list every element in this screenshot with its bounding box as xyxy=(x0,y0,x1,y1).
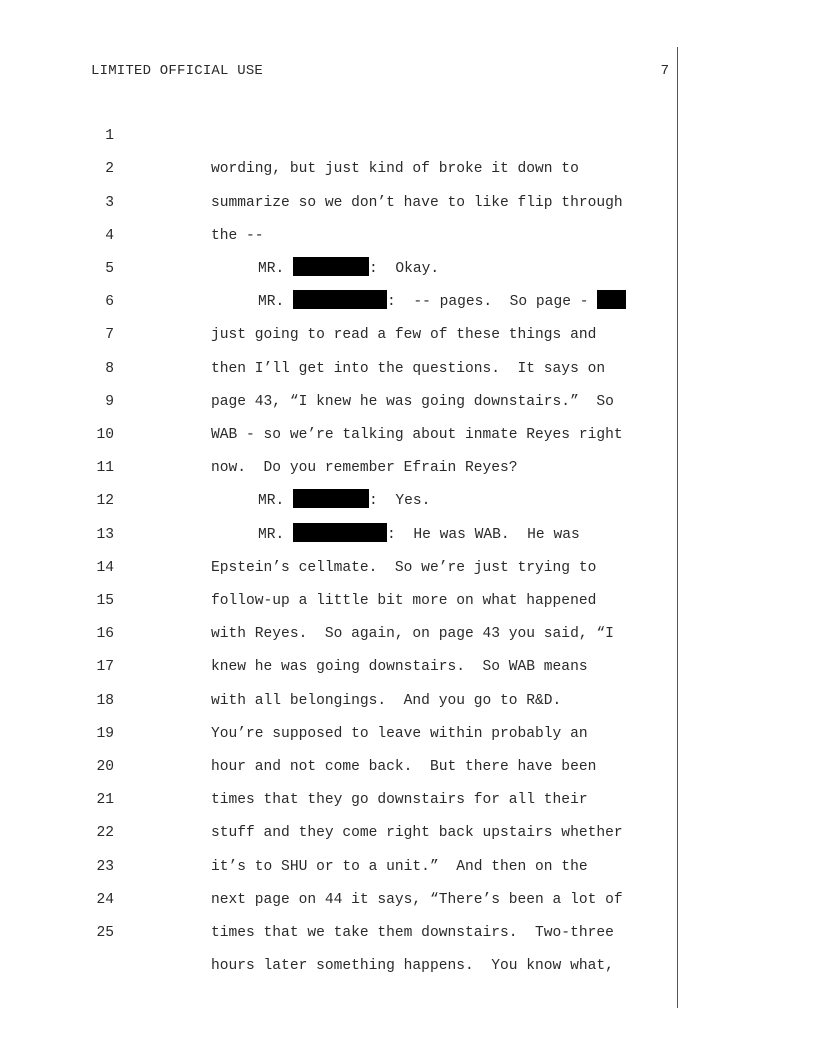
line-number: 24 xyxy=(96,891,114,908)
line-text: it’s to SHU or to a unit.” And then on the xyxy=(211,858,588,875)
line-text: Epstein’s cellmate. So we’re just trying to xyxy=(211,559,597,576)
speaker-remark: : He was WAB. He was xyxy=(387,526,580,543)
speaker-remark: : Yes. xyxy=(369,493,431,510)
line-text: stuff and they come right back upstairs whether xyxy=(211,825,623,842)
page-header xyxy=(91,61,669,81)
line-number: 25 xyxy=(96,925,114,941)
line-text: wording, but just kind of broke it down to xyxy=(211,161,579,178)
line-number: 22 xyxy=(96,825,114,842)
line-text: just going to read a few of these things and xyxy=(211,327,597,344)
line-number: 15 xyxy=(96,593,114,609)
line-number: 7 xyxy=(105,327,114,344)
line-text: with all belongings. And you go to R&D. xyxy=(211,692,562,709)
line-number: 23 xyxy=(96,858,114,875)
line-text: next page on 44 it says, “There’s been a lot of xyxy=(211,891,623,908)
line-number: 9 xyxy=(105,393,114,410)
line-text: the -- xyxy=(211,227,264,244)
classification-label: LIMITED OFFICIAL USE xyxy=(91,63,264,79)
line-text: follow-up a little bit more on what happened xyxy=(211,593,597,609)
speaker-prefix: MR. xyxy=(258,261,285,277)
line-text: hours later something happens. You know what, xyxy=(211,958,614,975)
line-number: 8 xyxy=(105,360,114,377)
line-number: 18 xyxy=(96,692,114,709)
line-text: times that we take them downstairs. Two-three xyxy=(211,925,614,941)
line-number: 6 xyxy=(105,294,114,311)
speaker-prefix: MR. xyxy=(258,526,285,543)
line-text: knew he was going downstairs. So WAB means xyxy=(211,659,588,676)
line-number: 20 xyxy=(96,759,114,775)
line-text: page 43, “I knew he was going downstairs.” So xyxy=(211,393,614,410)
line-number: 5 xyxy=(105,261,114,277)
speaker-prefix: MR. xyxy=(258,493,285,510)
line-number: 14 xyxy=(96,559,114,576)
line-number: 2 xyxy=(105,161,114,178)
line-text: WAB - so we’re talking about inmate Reyes right xyxy=(211,427,623,443)
line-number: 4 xyxy=(105,227,114,244)
line-number: 10 xyxy=(96,427,114,443)
line-number: 16 xyxy=(96,626,114,643)
transcript-line xyxy=(0,87,680,178)
line-number: 1 xyxy=(105,128,114,145)
line-text: with Reyes. So again, on page 43 you said, “I xyxy=(211,626,614,643)
line-text: You’re supposed to leave within probably an xyxy=(211,725,588,742)
line-number: 19 xyxy=(96,725,114,742)
line-number: 3 xyxy=(105,194,114,211)
line-text: times that they go downstairs for all their xyxy=(211,792,588,809)
speaker-prefix: MR. xyxy=(258,294,285,311)
line-text: hour and not come back. But there have been xyxy=(211,759,597,775)
line-number: 12 xyxy=(96,493,114,510)
line-text: summarize so we don’t have to like flip through xyxy=(211,194,623,211)
line-number: 13 xyxy=(96,526,114,543)
speaker-remark: : -- pages. So page - xyxy=(387,294,598,311)
line-number: 17 xyxy=(96,659,114,676)
line-text: then I’ll get into the questions. It says on xyxy=(211,360,606,377)
speaker-remark: : Okay. xyxy=(369,261,440,277)
line-number: 21 xyxy=(96,792,114,809)
line-text: now. Do you remember Efrain Reyes? xyxy=(211,460,518,477)
line-number: 11 xyxy=(96,460,114,477)
page-number: 7 xyxy=(660,63,669,79)
